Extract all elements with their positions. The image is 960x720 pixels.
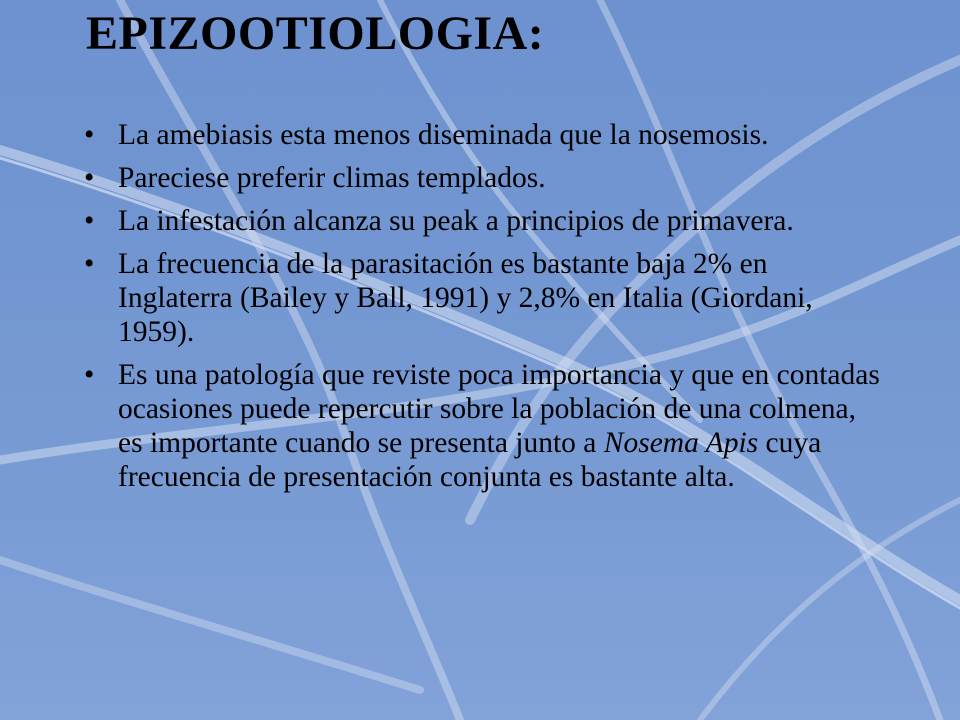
contrail xyxy=(700,500,960,720)
bullet-dot: • xyxy=(84,162,95,194)
bullet-item xyxy=(82,118,882,152)
bullet-text xyxy=(118,359,880,493)
bullet-dot: • xyxy=(84,359,95,391)
bullet-item xyxy=(82,247,882,349)
bullet-item xyxy=(82,358,882,494)
bullet-list xyxy=(82,118,882,503)
contrail xyxy=(0,560,420,690)
bullet-item xyxy=(82,204,882,238)
bullet-dot: • xyxy=(84,119,95,151)
bullet-text: Pareciese preferir climas templados. xyxy=(118,162,546,194)
bullet-text: La infestación alcanza su peak a principios de primavera. xyxy=(118,205,794,237)
bullet-text-part: cuya frecuencia de presentación conjunta es bastante alta. xyxy=(118,427,822,493)
bullet-item xyxy=(82,161,882,195)
species-name: Nosema Apis xyxy=(603,427,759,459)
bullet-dot: • xyxy=(84,205,95,237)
bullet-text-part: Es una patología que reviste poca importancia y que en contadas ocasiones puede repercutir sobre la población de una colmena, es importante cuando se presenta junto a xyxy=(118,359,880,459)
bullet-text: La frecuencia de la parasitación es bastante baja 2% en Inglaterra (Bailey y Ball, 1991) y 2,8% en Italia (Giordani, 1959). xyxy=(118,248,813,348)
bullet-dot: • xyxy=(84,248,95,280)
slide-title: EPIZOOTIOLOGIA: xyxy=(86,7,545,60)
bullet-text: La amebiasis esta menos diseminada que la nosemosis. xyxy=(118,119,769,151)
